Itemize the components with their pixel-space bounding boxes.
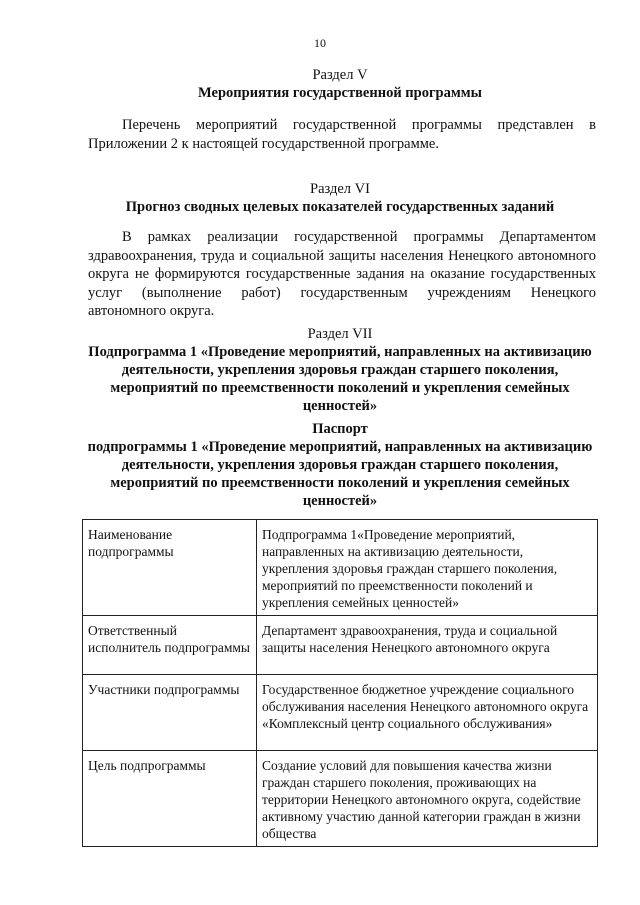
table-row <box>83 616 598 675</box>
section-6-heading: Прогноз сводных целевых показателей государственных заданий <box>125 199 555 215</box>
section-6-text: В рамках реализации государственной программы Департаментом здравоохранения, труда и социальной защиты населения Ненецкого автономного округа не формируются государственные задания на оказание государственных услуг (выполнение работ) государственным учреждениям Ненецкого автономного округа. <box>88 229 596 319</box>
table-row <box>83 520 598 616</box>
row-value: Государственное бюджетное учреждение социального обслуживания населения Ненецкого автономного округа «Комплексный центр социального обслуживания» <box>257 675 598 751</box>
row-label: Наименование подпрограммы <box>83 520 257 616</box>
section-5-heading: Мероприятия государственной программы <box>198 85 482 101</box>
section-5-title: Раздел V <box>312 67 368 83</box>
row-value: Подпрограмма 1«Проведение мероприятий, направленных на активизацию деятельности, укрепления здоровья граждан старшего поколения, мероприятий по преемственности поколений и укрепления семейных ценностей» <box>257 520 598 616</box>
section-7-heading: Подпрограмма 1 «Проведение мероприятий, направленных на активизацию деятельности, укрепления здоровья граждан старшего поколения, мероприятий по преемственности поколений и укрепления семейных ценностей» <box>88 344 592 414</box>
row-value: Департамент здравоохранения, труда и социальной защиты населения Ненецкого автономного округа <box>257 616 598 675</box>
row-label: Ответственный исполнитель подпрограммы <box>83 616 257 675</box>
passport-table <box>82 519 598 847</box>
table-row <box>83 675 598 751</box>
row-label: Цель подпрограммы <box>83 751 257 847</box>
table-row <box>83 751 598 847</box>
section-7-title: Раздел VII <box>307 326 373 342</box>
page-number: 10 <box>314 36 326 50</box>
section-5-text: Перечень мероприятий государственной программы представлен в Приложении 2 к настоящей государственной программе. <box>88 117 596 152</box>
section-6-title: Раздел VI <box>310 181 370 197</box>
row-label: Участники подпрограммы <box>83 675 257 751</box>
passport-heading: подпрограммы 1 «Проведение мероприятий, направленных на активизацию деятельности, укрепления здоровья граждан старшего поколения, мероприятий по преемственности поколений и укрепления семейных ценностей» <box>87 439 593 509</box>
row-value: Создание условий для повышения качества жизни граждан старшего поколения, проживающих на территории Ненецкого автономного округа, содействие активному участию данной категории граждан в жизни общества <box>257 751 598 847</box>
passport-title: Паспорт <box>312 421 368 437</box>
